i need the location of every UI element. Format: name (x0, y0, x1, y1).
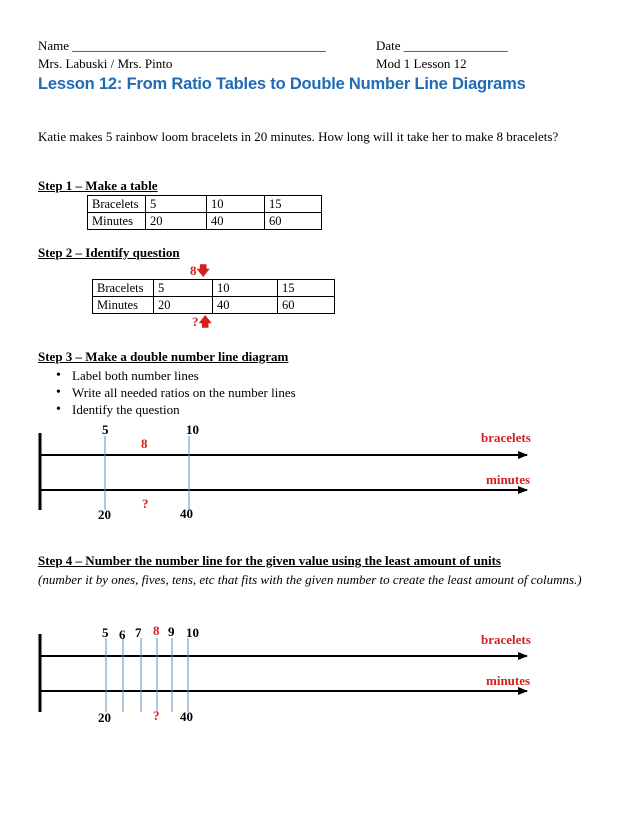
module-label: Mod 1 Lesson 12 (376, 56, 467, 71)
step4-note: (number it by ones, fives, tens, etc that fits with the given number to create the least amount of columns.) (38, 572, 582, 587)
arrow-down-icon: 🡇 (196, 263, 210, 278)
teachers: Mrs. Labuski / Mrs. Pinto (38, 56, 173, 71)
cell: 40 (213, 297, 278, 314)
step3-heading: Step 3 – Make a double number line diagram (38, 349, 289, 364)
top-label-10: 10 (186, 625, 199, 640)
name-line: Name _______________________________________ (38, 38, 326, 53)
cell: 20 (146, 213, 207, 230)
cell: 15 (265, 196, 322, 213)
list-item: • Write all needed ratios on the number lines (48, 384, 296, 401)
cell: 5 (146, 196, 207, 213)
cell: 10 (207, 196, 265, 213)
top-label-5: 5 (102, 422, 109, 437)
row-label: Bracelets (88, 196, 146, 213)
question-bottom: ? (142, 496, 149, 511)
step2-heading: Step 2 – Identify question (38, 245, 180, 260)
row-label: Minutes (88, 213, 146, 230)
cell: 40 (207, 213, 265, 230)
top-label-7: 7 (135, 625, 142, 640)
question-top-8: 8 (141, 436, 148, 451)
minutes-label: minutes (486, 673, 531, 688)
cell: 60 (278, 297, 335, 314)
page-title: Lesson 12: From Ratio Tables to Double Number Line Diagrams (38, 75, 526, 93)
top-label-6: 6 (119, 627, 126, 642)
cell: 20 (154, 297, 213, 314)
top-label-9: 9 (168, 624, 175, 639)
step4-heading: Step 4 – Number the number line for the given value using the least amount of units (38, 553, 501, 568)
top-label-5: 5 (102, 625, 109, 640)
cell: 5 (154, 280, 213, 297)
marker-value: ? (192, 314, 199, 329)
marker-value: 8 (190, 263, 197, 278)
bracelets-label: bracelets (481, 430, 531, 445)
top-label-10: 10 (186, 422, 199, 437)
bracelets-label: bracelets (481, 632, 531, 647)
problem-text: Katie makes 5 rainbow loom bracelets in 20 minutes. How long will it take her to make 8 bracelets? (38, 129, 559, 144)
date-line: Date ________________ (376, 38, 508, 53)
row-label: Bracelets (93, 280, 154, 297)
top-label-8: 8 (153, 623, 160, 638)
bottom-label-40: 40 (180, 709, 193, 724)
minutes-label: minutes (486, 472, 531, 487)
list-item: • Identify the question (48, 401, 296, 418)
cell: 60 (265, 213, 322, 230)
bottom-label-40: 40 (180, 506, 193, 521)
arrow-up-icon: 🡅 (198, 314, 212, 329)
bottom-label-20: 20 (98, 507, 111, 522)
cell: 15 (278, 280, 335, 297)
bottom-label-20: 20 (98, 710, 111, 725)
row-label: Minutes (93, 297, 154, 314)
step1-heading: Step 1 – Make a table (38, 178, 158, 193)
question-bottom: ? (153, 708, 160, 723)
cell: 10 (213, 280, 278, 297)
list-item: • Label both number lines (48, 367, 296, 384)
